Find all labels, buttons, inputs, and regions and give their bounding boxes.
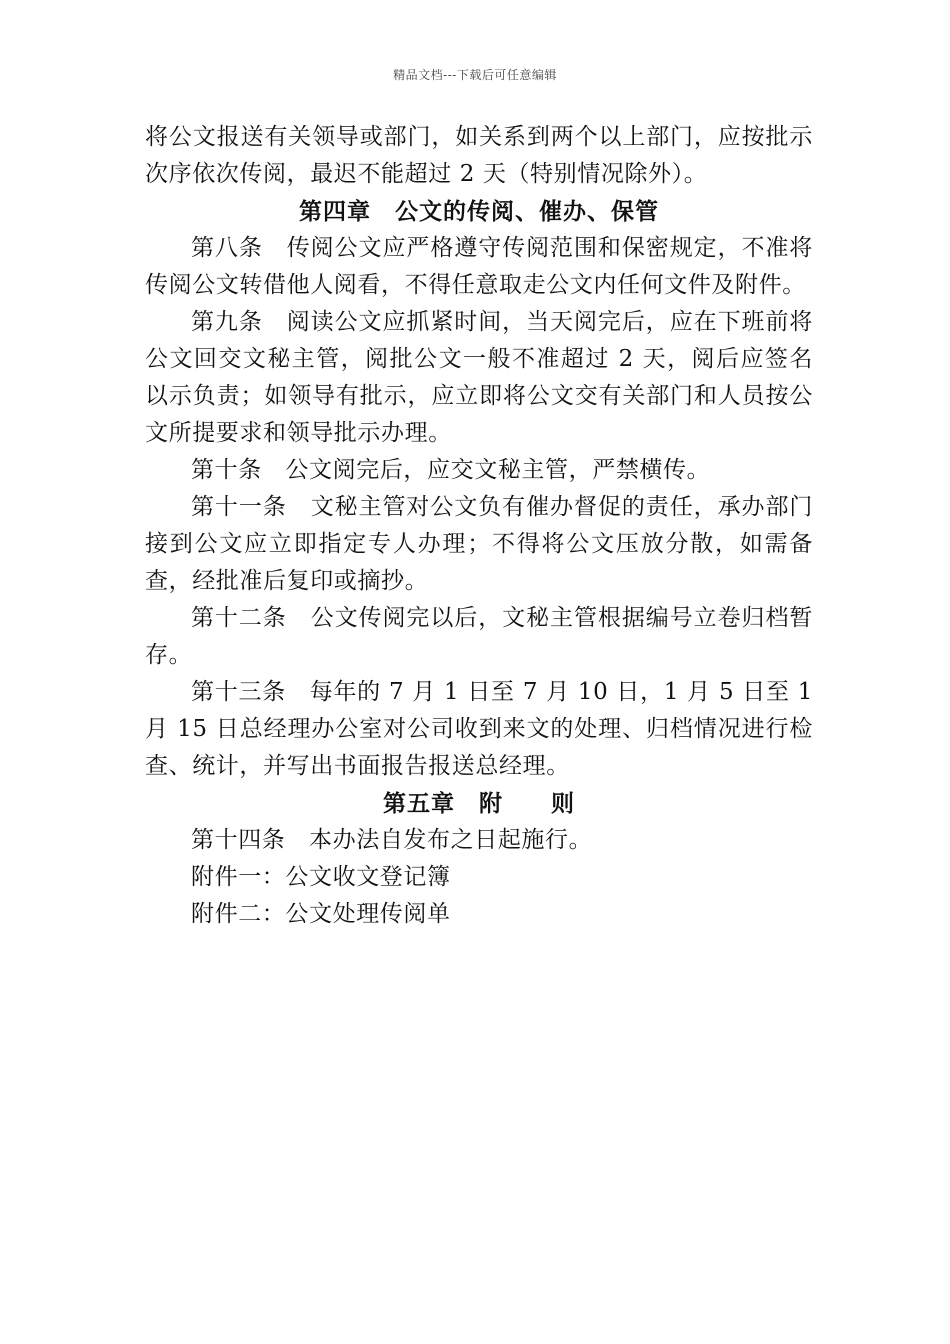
attachment-one: 附件一：公文收文登记簿 xyxy=(191,864,451,890)
article-number: 第八条 xyxy=(191,235,263,261)
article-10 xyxy=(145,452,813,489)
article-number: 第十二条 xyxy=(191,605,287,631)
article-13 xyxy=(145,674,813,785)
article-text: 阅读公文应抓紧时间，当天阅完后，应在下班前将公文回交文秘主管，阅批公文一般不准超过 2 天，阅后应签名以示负责；如领导有批示，应立即将公文交有关部门和人员按公文所提要求和领导批示办理。 xyxy=(145,309,813,446)
article-text: 文秘主管对公文负有催办督促的责任，承办部门接到公文应立即指定专人办理；不得将公文压放分散，如需备查，经批准后复印或摘抄。 xyxy=(145,494,813,594)
article-number: 第十四条 xyxy=(191,827,286,853)
continuation-paragraph: 将公文报送有关领导或部门，如关系到两个以上部门，应按批示次序依次传阅，最迟不能超过 2 天（特别情况除外）。 xyxy=(145,124,813,187)
article-number: 第十一条 xyxy=(191,494,287,520)
article-text: 本办法自发布之日起施行。 xyxy=(309,827,593,853)
chapter-five-heading: 第五章 附 则 xyxy=(383,790,575,817)
article-number: 第十条 xyxy=(191,457,262,483)
article-number: 第十三条 xyxy=(191,679,286,705)
article-text: 每年的 7 月 1 日至 7 月 10 日，1 月 5 日至 1 月 15 日总经理办公室对公司收到来文的处理、归档情况进行检查、统计，并写出书面报告报送总经理。 xyxy=(145,679,813,779)
header-note: 精品文档---下载后可任意编辑 xyxy=(393,68,557,82)
article-9 xyxy=(145,304,813,452)
article-text: 公文阅完后，应交文秘主管，严禁横传。 xyxy=(285,457,711,483)
article-text: 公文传阅完以后，文秘主管根据编号立卷归档暂存。 xyxy=(145,605,813,668)
article-8 xyxy=(145,230,813,304)
document-body xyxy=(145,119,813,933)
article-number: 第九条 xyxy=(191,309,263,335)
article-12 xyxy=(145,600,813,674)
article-14 xyxy=(145,822,813,859)
article-11 xyxy=(145,489,813,600)
attachment-two: 附件二：公文处理传阅单 xyxy=(191,901,451,927)
article-text: 传阅公文应严格遵守传阅范围和保密规定，不准将传阅公文转借他人阅看，不得任意取走公文内任何文件及附件。 xyxy=(145,235,813,298)
chapter-four-heading: 第四章 公文的传阅、催办、保管 xyxy=(299,198,659,225)
